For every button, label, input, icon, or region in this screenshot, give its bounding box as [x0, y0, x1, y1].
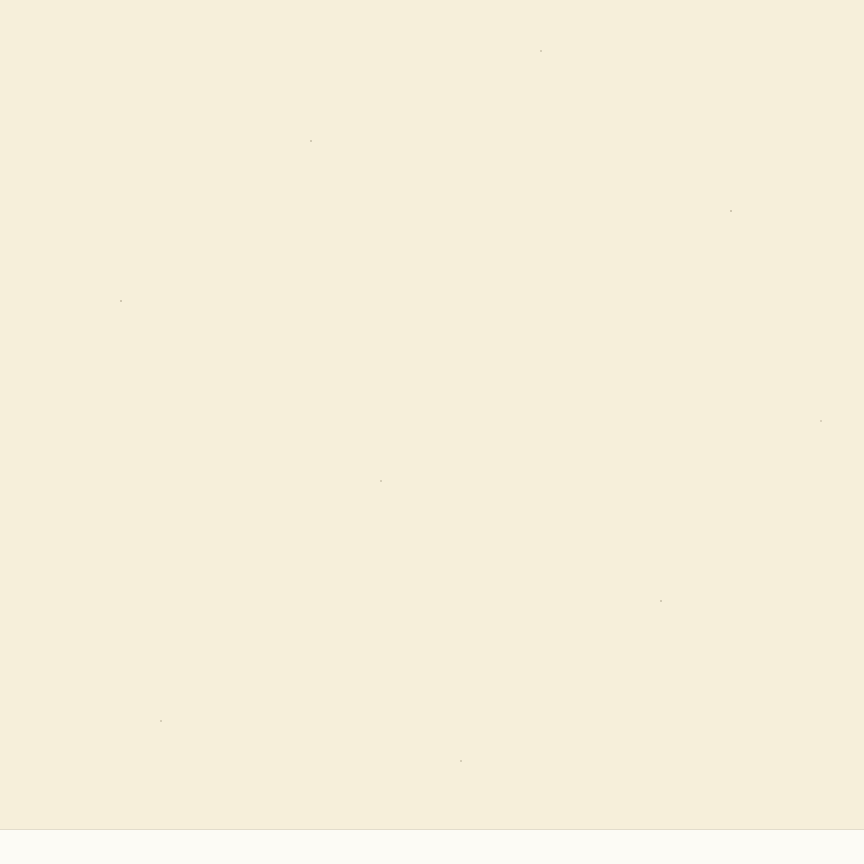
fold-square-diagram — [338, 608, 538, 788]
brim-diagrams-row — [0, 0, 864, 168]
selvage-ruler — [0, 829, 864, 864]
paper-speckles — [120, 300, 122, 302]
ruler-ticks — [0, 830, 864, 864]
notched-circle-diagram — [800, 612, 864, 762]
triangle-band-diagram — [560, 622, 804, 804]
left-column — [2, 228, 292, 239]
